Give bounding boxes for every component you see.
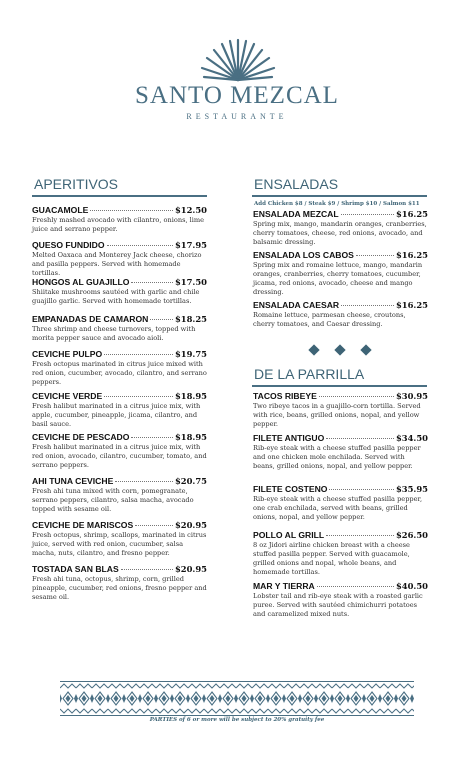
diamond-icon (334, 344, 345, 355)
menu-item (253, 300, 428, 329)
menu-item-description: Fresh octopus marinated in citrus juice mixed with red onion, cucumber, avocado, cilantro, and serrano peppers. (32, 360, 207, 386)
dot-leader (90, 210, 173, 211)
menu-item-name: CEVICHE VERDE (32, 391, 103, 401)
menu-item-name: ENSALADA MEZCAL (253, 209, 339, 219)
menu-item (32, 476, 207, 514)
menu-item-name: POLLO AL GRILL (253, 530, 325, 540)
dot-leader (135, 525, 173, 526)
menu-item-description: Rib-eye steak with a cheese stuffed pasilla pepper and one chicken mole enchilada. Served with beans, grilled onions, nopal, and yellow pepper. (253, 444, 421, 470)
menu-item-header (253, 391, 428, 401)
dot-leader (329, 489, 393, 490)
menu-item-name: GUACAMOLE (32, 205, 89, 215)
menu-item (253, 391, 428, 429)
menu-item-header (253, 209, 428, 219)
menu-item-name: CEVICHE PULPO (32, 349, 103, 359)
menu-item-price: $18.95 (174, 391, 207, 401)
menu-item-price: $17.50 (174, 277, 207, 287)
menu-item-description: Fresh halibut marinated in a citrus juice mix, with apple, cucumber, pineapple, jicama, cilantro, and basil sauce. (32, 402, 201, 428)
menu-item (32, 314, 207, 343)
menu-item-price: $12.50 (174, 205, 207, 215)
agave-icon (200, 38, 276, 82)
decorative-pattern-band (60, 681, 414, 716)
menu-item (32, 564, 207, 602)
pattern-icon (60, 682, 414, 715)
menu-item-header (32, 391, 207, 401)
add-protein-note: Add Chicken $8 / Steak $9 / Shrimp $10 / Salmon $11 (254, 201, 420, 207)
menu-item-description: Lobster tail and rib-eye steak with a roasted garlic puree. Served with sautéed chimichurri potatoes and caramelized mixed nuts. (253, 592, 423, 618)
menu-item (253, 581, 428, 619)
parrilla-section (252, 366, 427, 387)
menu-item-description: Freshly mashed avocado with cilantro, onions, lime juice and serrano pepper. (32, 216, 205, 233)
brand-name: SANTO MEZCAL (135, 82, 339, 109)
section-title: ENSALADAS (252, 176, 427, 197)
menu-item-description: Fresh halibut marinated in a citrus juice mix, with red onion, avocado, cilantro, cucumber, tomato, and serrano peppers. (32, 443, 207, 469)
dot-leader (356, 255, 394, 256)
aperitivos-section (32, 176, 207, 197)
menu-item (253, 250, 428, 297)
dot-leader (131, 282, 173, 283)
menu-item-header (253, 300, 428, 310)
dot-leader (131, 437, 173, 438)
menu-item-header (32, 432, 207, 442)
menu-item-name: FILETE ANTIGUO (253, 433, 325, 443)
menu-item (32, 277, 207, 306)
menu-item-price: $34.50 (395, 433, 428, 443)
menu-item (32, 432, 207, 470)
menu-item-description: 8 oz Jidori airline chicken breast with a cheese stuffed pasilla pepper. Served with guacamole, grilled onions and nopal, whole beans, and homemade tortillas. (253, 541, 410, 576)
menu-item-price: $18.95 (174, 432, 207, 442)
menu-item-price: $16.25 (395, 300, 428, 310)
dot-leader (341, 214, 394, 215)
menu-item-header (32, 240, 207, 250)
menu-item-name: MAR Y TIERRA (253, 581, 315, 591)
dot-leader (326, 535, 394, 536)
dot-leader (319, 396, 394, 397)
menu-item-header (32, 476, 207, 486)
section-title: DE LA PARRILLA (252, 366, 427, 387)
menu-item (32, 240, 207, 278)
menu-item-header (32, 349, 207, 359)
logo (0, 0, 474, 150)
menu-item-header (253, 484, 428, 494)
menu-item-price: $18.25 (174, 314, 207, 324)
menu-item (253, 433, 428, 471)
menu-item-name: CEVICHE DE PESCADO (32, 432, 130, 442)
menu-item-description: Romaine lettuce, parmesan cheese, croutons, cherry tomatoes, and Caesar dressing. (253, 311, 406, 328)
menu-item-price: $17.95 (174, 240, 207, 250)
menu-item-header (32, 277, 207, 287)
menu-item-header (253, 250, 428, 260)
menu-item-description: Rib-eye steak with a cheese stuffed pasilla pepper, one crab enchilada, served with beans, grilled onions, nopal, and yellow pepper. (253, 495, 423, 521)
menu-item-price: $35.95 (395, 484, 428, 494)
menu-item (253, 209, 428, 247)
menu-item-name: AHI TUNA CEVICHE (32, 476, 114, 486)
menu-item (32, 520, 207, 558)
divider-ornament (310, 344, 370, 356)
menu-item-header (32, 520, 207, 530)
menu-item (32, 391, 207, 429)
menu-item-description: Melted Oaxaca and Monterey Jack cheese, chorizo and pasilla peppers. Served with homemade tortillas. (32, 251, 202, 277)
menu-item-description: Fresh ahi tuna, octopus, shrimp, corn, grilled pineapple, cucumber, red onions, fresno pepper and sesame oil. (32, 575, 207, 601)
menu-item-name: FILETE COSTENO (253, 484, 328, 494)
dot-leader (115, 481, 173, 482)
menu-item-price: $26.50 (395, 530, 428, 540)
dot-leader (104, 396, 173, 397)
menu-item-description: Spring mix and romaine lettuce, mango, mandarin oranges, cranberries, cherry tomatoes, cucumber, jicama, red onions, avocado, cheese and mango dressing. (253, 261, 423, 296)
menu-item-header (32, 564, 207, 574)
menu-item-name: HONGOS AL GUAJILLO (32, 277, 130, 287)
menu-item-name: ENSALADA CAESAR (253, 300, 340, 310)
menu-item-description: Shiitake mushrooms sautéed with garlic and chile guajillo garlic. Served with homemade tortillas. (32, 288, 200, 305)
ensaladas-section (252, 176, 427, 207)
menu-item-header (253, 581, 428, 591)
menu-item (32, 205, 207, 234)
menu-item-price: $20.75 (174, 476, 207, 486)
menu-item (253, 484, 428, 522)
diamond-icon (360, 344, 371, 355)
menu-item-description: Three shrimp and cheese turnovers, topped with morita pepper sauce and avocado aioli. (32, 325, 196, 342)
menu-item-price: $19.75 (174, 349, 207, 359)
menu-item-header (253, 530, 428, 540)
menu-item-name: TOSTADA SAN BLAS (32, 564, 119, 574)
menu-item-name: ENSALADA LOS CABOS (253, 250, 354, 260)
menu-item-header (32, 205, 207, 215)
menu-item-price: $20.95 (174, 564, 207, 574)
dot-leader (326, 438, 394, 439)
section-title: APERITIVOS (32, 176, 207, 197)
menu-item (253, 530, 428, 577)
menu-item-price: $30.95 (395, 391, 428, 401)
menu-item-name: QUESO FUNDIDO (32, 240, 105, 250)
brand-subtitle: RESTAURANTE (186, 112, 288, 121)
menu-item-price: $20.95 (174, 520, 207, 530)
dot-leader (150, 319, 173, 320)
menu-item-header (253, 433, 428, 443)
dot-leader (107, 245, 173, 246)
menu-item-header (32, 314, 207, 324)
dot-leader (317, 586, 394, 587)
dot-leader (121, 569, 173, 570)
menu-item (32, 349, 207, 387)
diamond-icon (308, 344, 319, 355)
menu-item-name: TACOS RIBEYE (253, 391, 317, 401)
menu-item-description: Fresh octopus, shrimp, scallops, marinated in citrus juice, served with red onion, cucumber, salsa macha, nuts, cilantro, and fresno pepper. (32, 531, 207, 557)
gratuity-note: PARTIES of 6 or more will be subject to 20% gratuity fee (149, 717, 325, 723)
menu-item-description: Two ribeye tacos in a guajillo-corn tortilla. Served with rice, beans, grilled onions, nopal, and yellow pepper. (253, 402, 421, 428)
dot-leader (104, 354, 173, 355)
menu-item-price: $16.25 (395, 250, 428, 260)
menu-item-price: $40.50 (395, 581, 428, 591)
menu-item-name: CEVICHE DE MARISCOS (32, 520, 134, 530)
menu-item-price: $16.25 (395, 209, 428, 219)
dot-leader (341, 305, 394, 306)
menu-item-description: Spring mix, mango, mandarin oranges, cranberries, cherry tomatoes, cheese, red onions, avocado, and balsamic dressing. (253, 220, 427, 246)
menu-item-description: Fresh ahi tuna mixed with corn, pomegranate, serrano peppers, cilantro, salsa macha, avocado topped with sesame oil. (32, 487, 194, 513)
menu-item-name: EMPANADAS DE CAMARON (32, 314, 149, 324)
